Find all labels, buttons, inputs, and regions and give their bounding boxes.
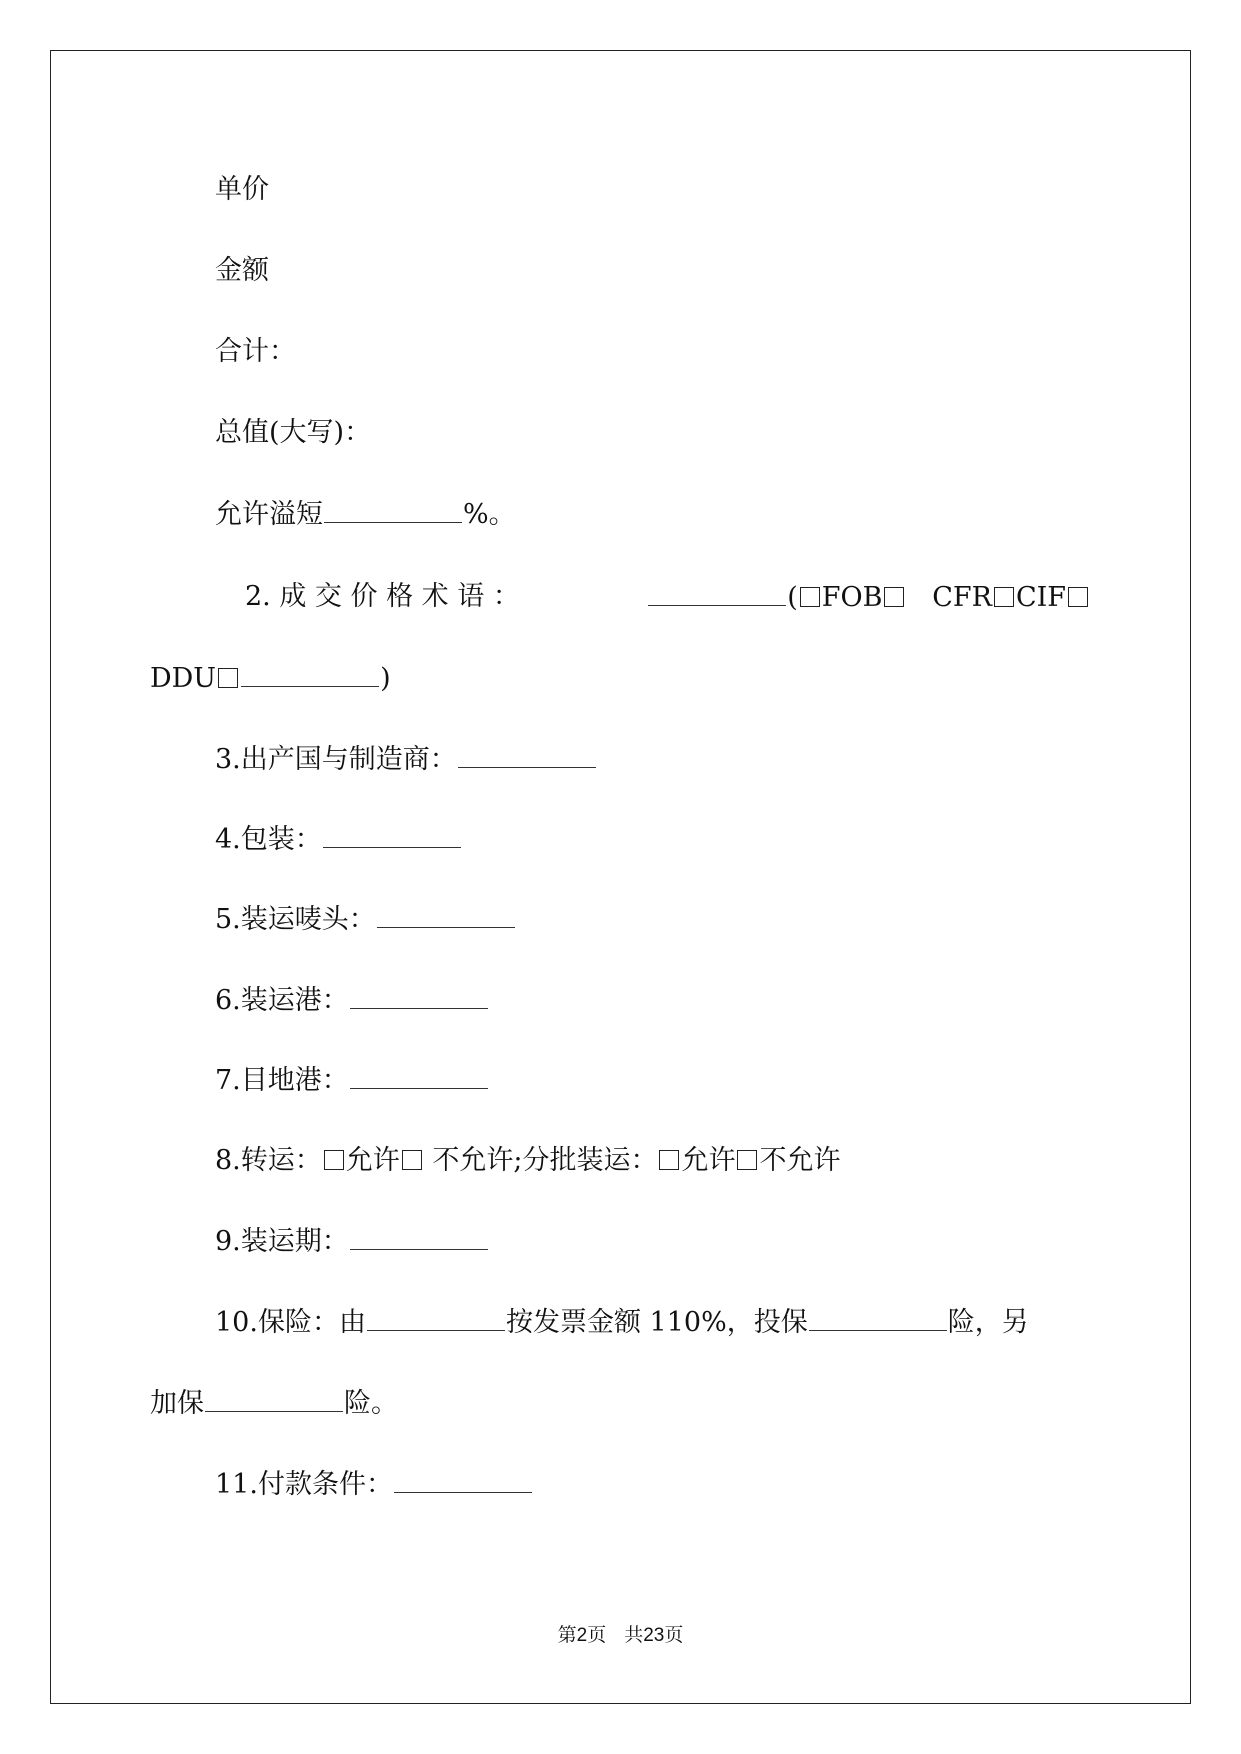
footer-total-pre: 共 (624, 1624, 644, 1646)
port-destination-label: 7.目地港： (215, 1065, 349, 1096)
checkbox-fob[interactable] (800, 587, 820, 607)
partial-allowed-label: 允许 (681, 1145, 736, 1176)
shipping-marks-blank[interactable] (377, 899, 515, 928)
payment-blank[interactable] (394, 1464, 532, 1493)
checkbox-partial-not-allowed[interactable] (737, 1150, 757, 1170)
line-origin (215, 739, 597, 780)
line-payment (215, 1464, 533, 1505)
line-shipment-period (215, 1221, 489, 1262)
checkbox-other[interactable] (218, 668, 238, 688)
line-shipping-marks (215, 899, 516, 940)
line-total-value: 总值(大写)： (215, 417, 372, 448)
line-amount: 金额 (215, 255, 269, 286)
page-border (50, 50, 1191, 1704)
origin-blank[interactable] (458, 739, 596, 768)
shipment-period-blank[interactable] (350, 1221, 488, 1250)
partial-not-allowed-label: 不允许 (759, 1145, 841, 1176)
tolerance-suffix: %。 (463, 499, 516, 530)
line-price-terms (245, 577, 1090, 618)
line-transshipment (215, 1141, 840, 1181)
option-fob: FOB (821, 582, 883, 613)
checkbox-transship-not-allowed[interactable] (402, 1150, 422, 1170)
insurance-by-blank[interactable] (367, 1302, 505, 1331)
checkbox-cif[interactable] (994, 587, 1014, 607)
line-port-loading (215, 980, 489, 1021)
port-loading-label: 6.装运港： (215, 985, 349, 1016)
checkbox-partial-allowed[interactable] (659, 1150, 679, 1170)
paren-open: ( (787, 582, 798, 613)
tolerance-prefix: 允许溢短 (215, 499, 323, 530)
payment-label: 11.付款条件： (215, 1469, 393, 1500)
packing-label: 4.包装： (215, 824, 322, 855)
partial-shipment-label: 不允许;分批装运： (423, 1145, 658, 1176)
footer-total-post: 页 (664, 1624, 684, 1646)
port-loading-blank[interactable] (350, 980, 488, 1009)
insurance-extra-label: 加保 (150, 1388, 204, 1419)
line-price-terms-cont (150, 658, 391, 699)
transship-allowed-label: 允许 (345, 1145, 400, 1176)
line-port-destination (215, 1060, 489, 1101)
paren-close: ) (380, 663, 391, 694)
tolerance-blank[interactable] (324, 494, 462, 523)
line-insurance (215, 1302, 1029, 1343)
line-tolerance (215, 494, 516, 535)
insurance-label: 10.保险：由 (215, 1307, 366, 1338)
line-insurance-cont (150, 1383, 398, 1424)
line-unit-price: 单价 (215, 174, 269, 205)
page-footer (0, 1622, 1241, 1649)
line-total: 合计： (215, 336, 296, 367)
shipping-marks-label: 5.装运唛头： (215, 904, 376, 935)
footer-page-number: 2 (576, 1625, 588, 1646)
line-packing (215, 819, 462, 860)
packing-blank[interactable] (323, 819, 461, 848)
footer-page-pre: 第 (557, 1624, 577, 1646)
checkbox-ddu[interactable] (1068, 587, 1088, 607)
price-terms-options (647, 577, 1090, 618)
port-destination-blank[interactable] (350, 1060, 488, 1089)
insurance-extra-blank[interactable] (205, 1383, 343, 1412)
insurance-text-2: 险，另 (947, 1307, 1029, 1338)
checkbox-transship-allowed[interactable] (324, 1150, 344, 1170)
price-terms-blank[interactable] (648, 577, 786, 606)
origin-label: 3.出产国与制造商： (215, 744, 457, 775)
insurance-type-blank[interactable] (809, 1302, 947, 1331)
option-cfr: CFR (932, 582, 992, 613)
price-terms-label: 2. 成 交 价 格 术 语 ： (245, 581, 520, 612)
insurance-text: 按发票金额 110%，投保 (505, 1307, 808, 1338)
option-cif: CIF (1015, 582, 1066, 613)
insurance-extra-suffix: 险。 (344, 1388, 398, 1419)
price-terms-other-blank[interactable] (241, 658, 379, 687)
shipment-period-label: 9.装运期： (215, 1226, 349, 1257)
transshipment-label: 8.转运： (215, 1145, 322, 1176)
checkbox-cfr[interactable] (884, 587, 904, 607)
option-ddu: DDU (150, 663, 217, 694)
footer-total-number: 23 (643, 1625, 665, 1646)
footer-page-mid: 页 (587, 1624, 607, 1646)
